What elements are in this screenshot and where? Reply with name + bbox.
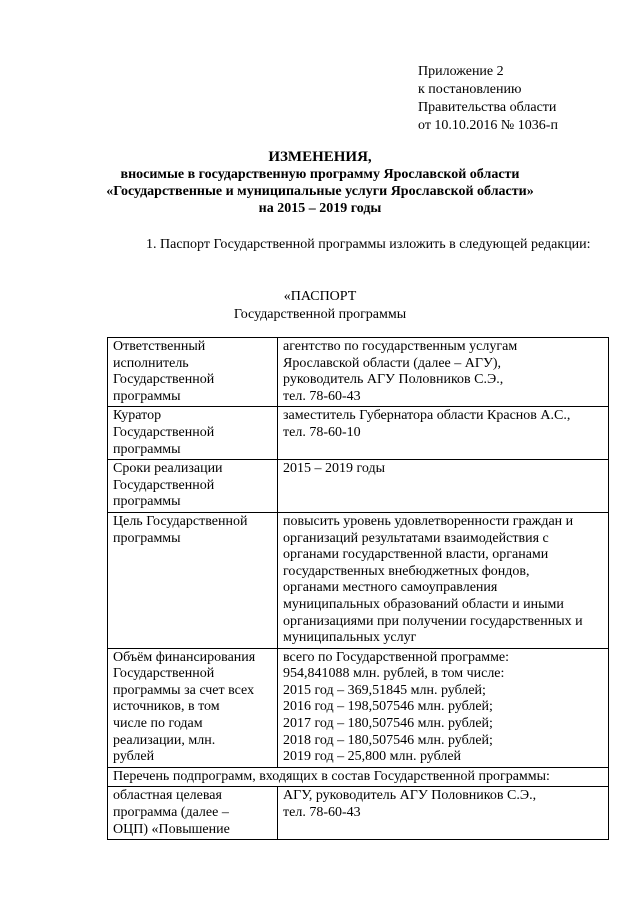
cell-line: Цель Государственной (113, 513, 248, 529)
appendix-line: к постановлению (418, 82, 522, 97)
cell-line: числе по годам (113, 716, 203, 732)
appendix-block (418, 63, 558, 135)
table-row (108, 460, 609, 513)
cell-line: программы (113, 441, 181, 457)
appendix-line: от 10.10.2016 № 1036-п (418, 118, 558, 133)
cell-line: Государственной (113, 372, 215, 388)
body-paragraph: 1. Паспорт Государственной программы изложить в следующей редакции: (146, 237, 591, 252)
cell-line: ОЦП) «Повышение (113, 821, 230, 837)
passport-title: «ПАСПОРТ (283, 289, 357, 304)
cell-line: агентство по государственным услугам (283, 339, 518, 354)
cell-line: тел. 78-60-43 (283, 388, 361, 404)
row-label (108, 512, 278, 648)
heading-line: на 2015 – 2019 годы (258, 201, 382, 216)
row-label (108, 460, 278, 513)
table-row (108, 648, 609, 767)
cell-line: Объём финансирования (113, 649, 256, 665)
cell-line: 2017 год – 180,507546 млн. рублей; (283, 716, 493, 732)
cell-line: органами государственной власти, органами (283, 547, 549, 563)
cell-line: программы за счет всех (113, 682, 255, 698)
cell-line: программы (113, 530, 181, 546)
heading-line: вносимые в государственную программу Ярославской области (120, 167, 520, 182)
cell-line: 2018 год – 180,507546 млн. рублей; (283, 732, 493, 748)
row-label (108, 338, 278, 407)
document-heading (0, 149, 640, 217)
appendix-line: Правительства области (418, 100, 557, 115)
cell-line: всего по Государственной программе: (283, 649, 510, 665)
row-value (278, 787, 609, 840)
row-label (108, 787, 278, 840)
cell-line: АГУ, руководитель АГУ Половников С.Э., (283, 788, 537, 804)
row-value (278, 460, 609, 513)
cell-line: исполнитель (113, 355, 189, 371)
cell-line: муниципальных образований области и иными (283, 596, 564, 612)
row-value (278, 407, 609, 460)
heading-line: «Государственные и муниципальные услуги Ярославской области» (106, 184, 534, 199)
table-row (108, 512, 609, 648)
appendix-line: Приложение 2 (418, 64, 504, 79)
row-label (108, 648, 278, 767)
cell-line: Государственной (113, 477, 215, 493)
table-row (108, 787, 609, 840)
subprograms-header: Перечень подпрограмм, входящих в состав Государственной программы: (108, 767, 609, 787)
row-value (278, 338, 609, 407)
row-value (278, 512, 609, 648)
passport-heading (0, 288, 640, 324)
heading-title: ИЗМЕНЕНИЯ, (268, 149, 372, 165)
cell-line: тел. 78-60-10 (283, 424, 361, 440)
cell-line: органами местного самоуправления (283, 580, 498, 596)
cell-line: Государственной (113, 666, 215, 682)
cell-line: Ярославской области (далее – АГУ), (283, 355, 502, 371)
cell-line: рублей (113, 749, 155, 765)
table-row (108, 338, 609, 407)
cell-line: государственных внебюджетных фондов, (283, 563, 530, 579)
cell-line: организациями при получении государственных и (283, 613, 583, 629)
table-row (108, 767, 609, 787)
cell-line: 954,841088 млн. рублей, в том числе: (283, 666, 505, 682)
cell-line: источников, в том (113, 699, 220, 715)
cell-line: Государственной (113, 424, 215, 440)
row-label (108, 407, 278, 460)
cell-line: реализации, млн. (113, 732, 216, 748)
cell-line: заместитель Губернатора области Краснов А.С., (283, 408, 571, 424)
cell-line: программы (113, 388, 181, 404)
passport-table (107, 337, 609, 840)
table-row (108, 407, 609, 460)
cell-line: 2019 год – 25,800 млн. рублей (283, 749, 462, 765)
cell-line: Куратор (113, 408, 162, 424)
cell-line: Ответственный (113, 339, 206, 354)
cell-line: руководитель АГУ Половников С.Э., (283, 372, 504, 388)
cell-line: Сроки реализации (113, 461, 223, 477)
cell-line: повысить уровень удовлетворенности граждан и (283, 513, 574, 529)
cell-line: тел. 78-60-43 (283, 805, 361, 821)
cell-line: 2015 год – 369,51845 млн. рублей; (283, 682, 486, 698)
cell-line: программа (далее – (113, 805, 229, 821)
cell-line: муниципальных услуг (283, 630, 417, 646)
cell-line: 2015 – 2019 годы (283, 461, 386, 477)
row-value (278, 648, 609, 767)
cell-line: программы (113, 494, 181, 510)
cell-line: областная целевая (113, 788, 222, 804)
cell-line: организаций результатами взаимодействия с (283, 530, 549, 546)
cell-line: 2016 год – 198,507546 млн. рублей; (283, 699, 493, 715)
passport-subtitle: Государственной программы (233, 307, 407, 322)
